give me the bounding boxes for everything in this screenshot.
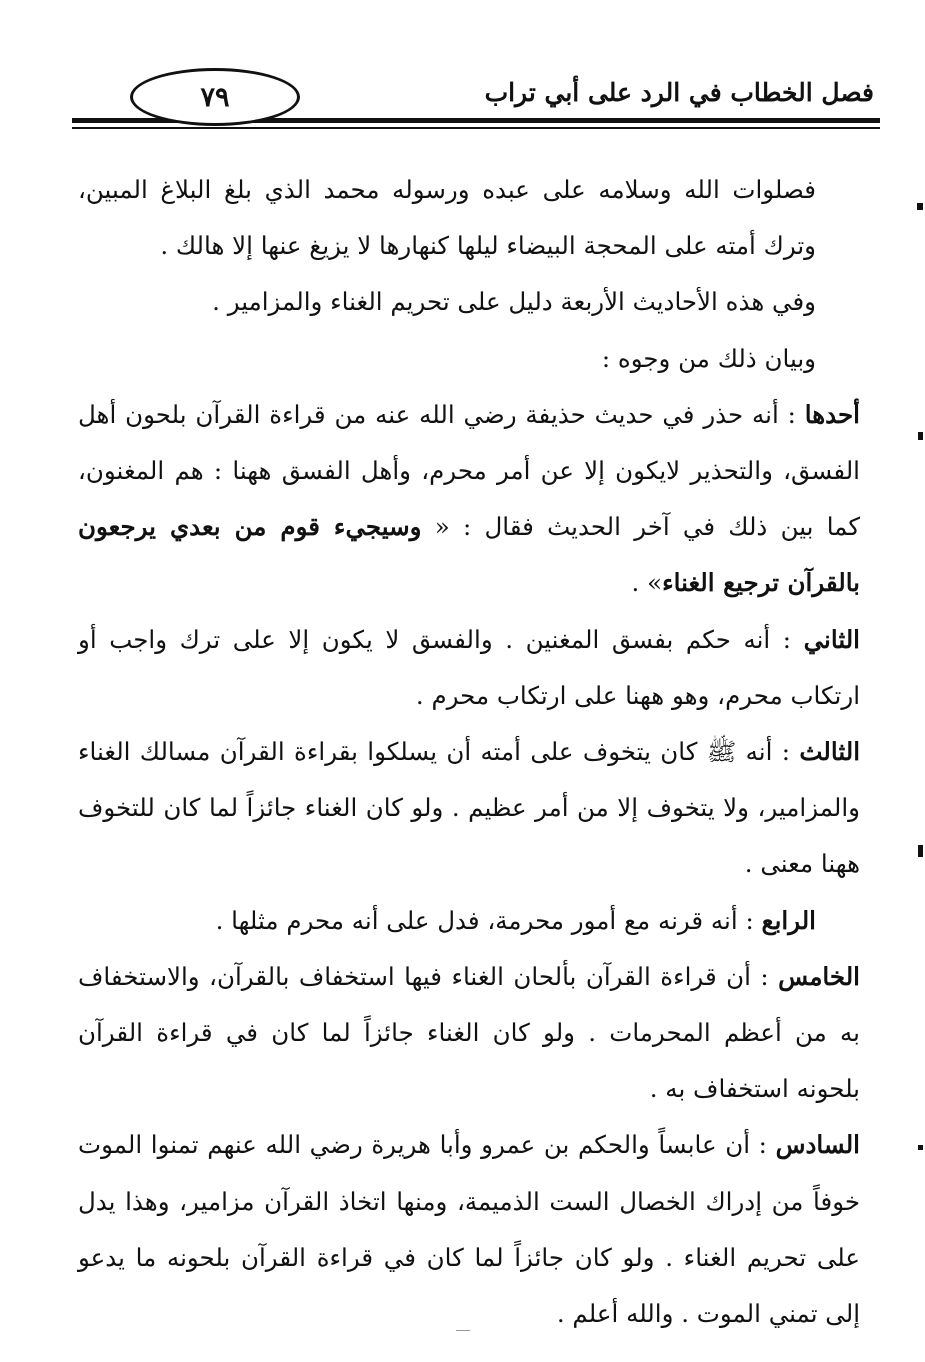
page-number-oval	[130, 68, 300, 126]
aspect-text-3: : أنه ﷺ كان يتخوف على أمته أن يسلكوا بقراءة القرآن مسالك الغناء والمزامير، ولا يتخوف إلا من أمر عظيم . ولو كان الغناء جائزاً لما كان للتخوف ههنا معنى .	[78, 737, 860, 879]
aspect-text-2: : أنه حكم بفسق المغنين . والفسق لا يكون إلا على ترك واجب أو ارتكاب محرم، وهو ههنا على ارتكاب محرم .	[78, 624, 860, 710]
paragraph-fifth-aspect	[78, 949, 860, 1118]
paragraph-sixth-aspect	[78, 1117, 860, 1342]
paragraph-second-aspect	[78, 612, 860, 724]
quote-close: » .	[631, 568, 663, 598]
aspect-label-1: أحدها	[804, 399, 860, 429]
paragraph-fourth-aspect	[78, 893, 860, 949]
page-number: ٧٩	[200, 81, 230, 113]
margin-mark	[918, 432, 923, 440]
paragraph-2: وفي هذه الأحاديث الأربعة دليل على تحريم الغناء والمزامير .	[212, 287, 816, 317]
body-text	[78, 162, 860, 1342]
aspect-text-6: : أن عابساً والحكم بن عمرو وأبا هريرة رضي الله عنهم تمنوا الموت خوفاً من إدراك الخصال الست الذميمة، ومنها اتخاذ القرآن مزامير، وهذا يدل على تحريم الغناء . ولو كان جائزاً لما كان في قراءة القرآن بلحونه ما يدعو إلى تمني الموت . والله أعلم .	[78, 1130, 861, 1329]
page-fold-mark	[456, 1330, 470, 1331]
aspect-label-5: الخامس	[778, 961, 860, 991]
paragraph-first-aspect	[78, 387, 860, 612]
running-title: فصل الخطاب في الرد على أبي تراب	[484, 78, 874, 107]
aspect-text-1: : أنه حذر في حديث حذيفة رضي الله عنه من قراءة القرآن بلحون أهل الفسق، والتحذير لايكون إلا عن أمر محرم، وأهل الفسق ههنا : هم المغنون، كما بين ذلك في آخر الحديث فقال : «	[78, 399, 860, 542]
paragraph-3: وبيان ذلك من وجوه :	[601, 343, 816, 373]
margin-mark	[918, 845, 923, 857]
aspect-label-3: الثالث	[799, 737, 860, 767]
aspect-text-5: : أن قراءة القرآن بألحان الغناء فيها استخفاف بالقرآن، والاستخفاف به من أعظم المحرمات . ولو كان الغناء جائزاً لما كان في قراءة القرآن بلحونه استخفاف به .	[78, 961, 860, 1104]
margin-mark	[917, 203, 923, 210]
aspect-label-6: السادس	[775, 1130, 860, 1160]
aspect-text-4: : أنه قرنه مع أمور محرمة، فدل على أنه محرم مثلها .	[215, 905, 754, 935]
paragraph-1: فصلوات الله وسلامه على عبده ورسوله محمد الذي بلغ البلاغ المبين، وترك أمته على المحجة البيضاء ليلها كنهارها لا يزيغ عنها إلا هالك .	[78, 175, 816, 261]
aspect-label-4: الرابع	[761, 905, 816, 935]
margin-mark	[918, 1145, 923, 1150]
header-rule-thin	[72, 127, 880, 129]
hadith-quote: وسيجيء قوم من بعدي يرجعون بالقرآن ترجيع الغناء	[78, 512, 860, 598]
paragraph-third-aspect	[78, 724, 860, 893]
page-header	[72, 68, 880, 132]
aspect-label-2: الثاني	[803, 624, 860, 654]
